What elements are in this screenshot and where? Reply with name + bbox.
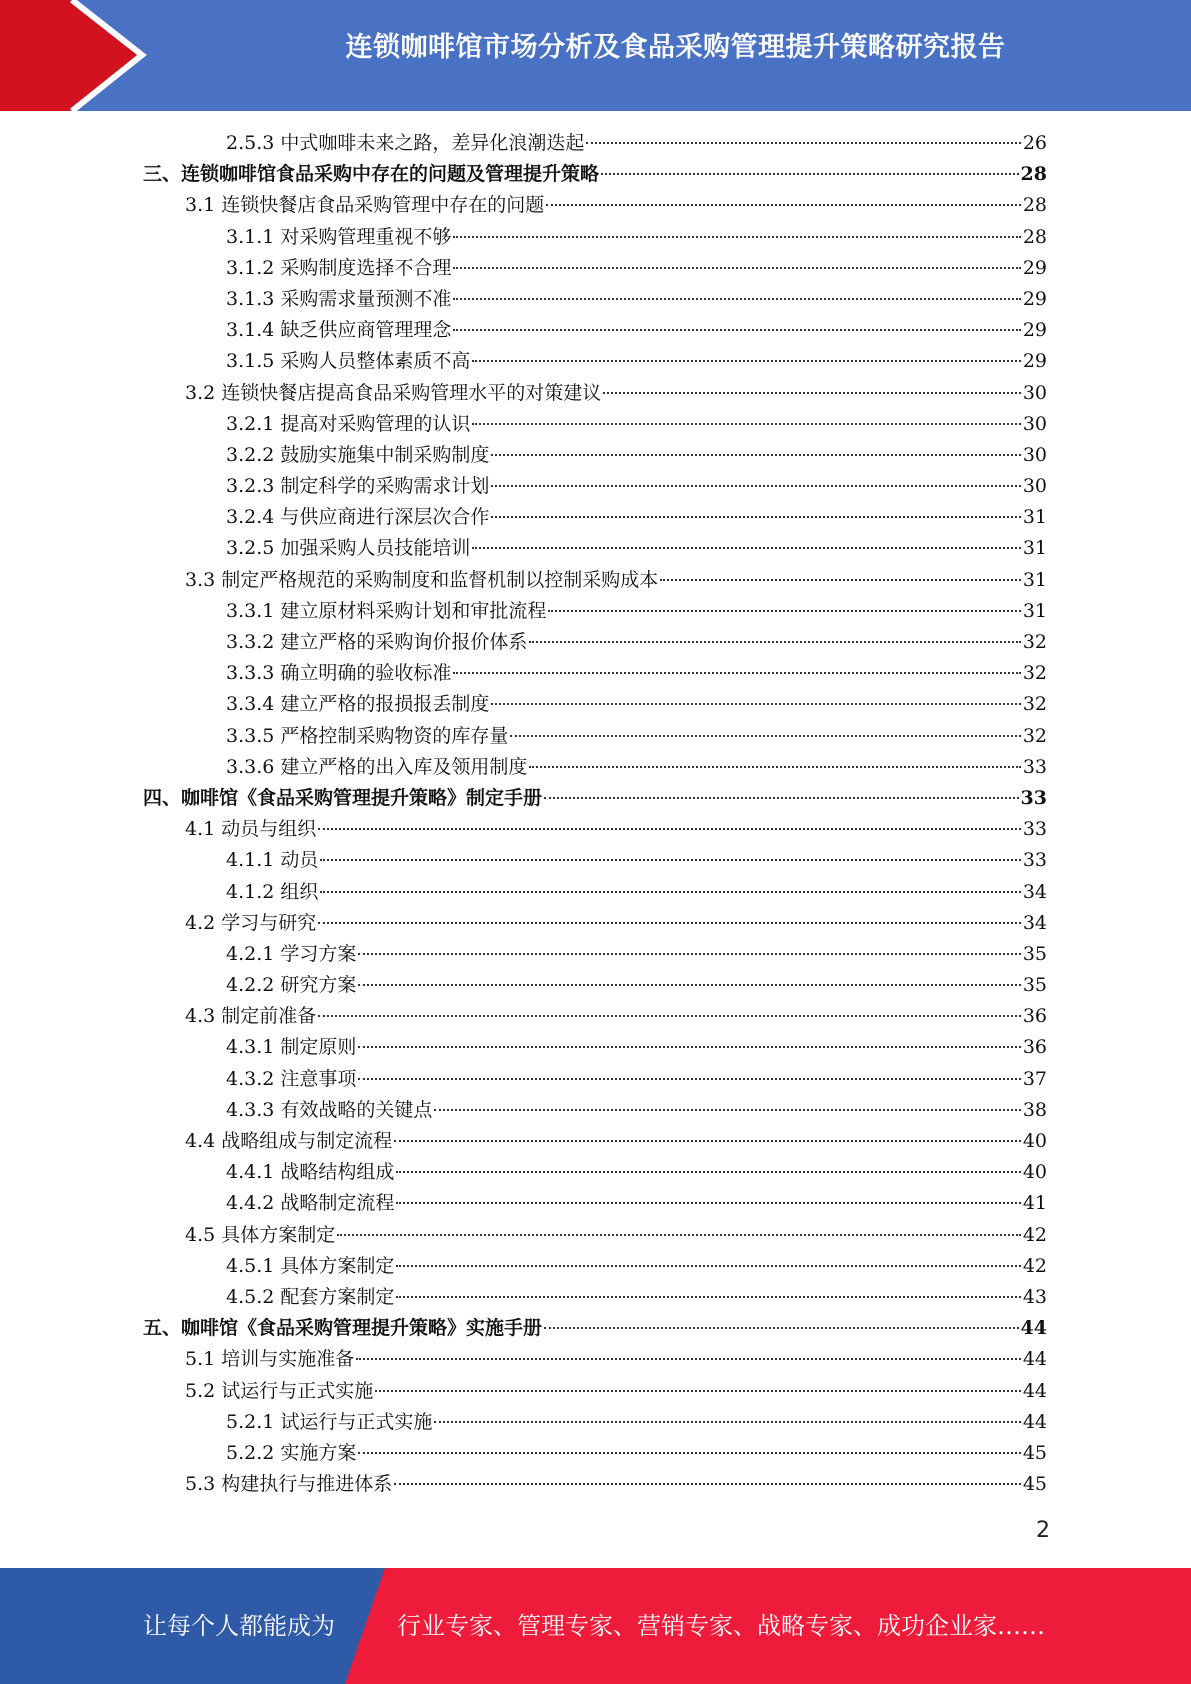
toc-entry-title: 5.2 试运行与正式实施 — [185, 1379, 374, 1402]
toc-dot-leader — [394, 1140, 1021, 1142]
toc-entry-title: 3.1 连锁快餐店食品采购管理中存在的问题 — [185, 194, 545, 217]
toc-entry[interactable] — [143, 721, 1047, 752]
toc-entry[interactable] — [143, 409, 1047, 440]
toc-entry[interactable] — [143, 1438, 1047, 1469]
toc-entry-page: 28 — [1020, 163, 1047, 186]
toc-entry[interactable] — [143, 190, 1047, 221]
toc-dot-leader — [491, 485, 1020, 487]
toc-entry[interactable] — [143, 440, 1047, 471]
toc-entry-title: 4.2.1 学习方案 — [226, 942, 357, 965]
toc-entry[interactable] — [143, 1095, 1047, 1126]
toc-dot-leader — [491, 703, 1020, 705]
toc-entry-page: 31 — [1022, 506, 1047, 529]
toc-entry-title: 3.2.3 制定科学的采购需求计划 — [226, 475, 490, 498]
footer-slogan-left: 让每个人都能成为 — [143, 1612, 335, 1640]
toc-entry-title: 3.3.6 建立严格的出入库及领用制度 — [226, 755, 528, 778]
toc-entry-title: 3.2.2 鼓励实施集中制采购制度 — [226, 443, 490, 466]
toc-entry-page: 33 — [1022, 755, 1047, 778]
toc-entry[interactable] — [143, 1282, 1047, 1313]
toc-entry-page: 31 — [1022, 537, 1047, 560]
toc-entry[interactable] — [143, 1376, 1047, 1407]
toc-entry-page: 43 — [1022, 1285, 1047, 1308]
toc-entry-title: 5.3 构建执行与推进体系 — [185, 1473, 393, 1496]
toc-entry-page: 37 — [1022, 1067, 1047, 1090]
toc-dot-leader — [318, 922, 1021, 924]
toc-entry-page: 35 — [1022, 974, 1047, 997]
toc-entry-title: 4.3.1 制定原则 — [226, 1036, 357, 1059]
toc-entry[interactable] — [143, 128, 1047, 159]
table-of-contents — [143, 128, 1047, 1500]
toc-entry-title: 4.2.2 研究方案 — [226, 974, 357, 997]
toc-dot-leader — [601, 173, 1019, 175]
toc-entry-title: 4.5.1 具体方案制定 — [226, 1254, 395, 1277]
toc-entry[interactable] — [143, 1064, 1047, 1095]
toc-entry-page: 29 — [1022, 256, 1047, 279]
toc-dot-leader — [358, 984, 1020, 986]
toc-dot-leader — [660, 579, 1021, 581]
toc-dot-leader — [472, 423, 1020, 425]
toc-entry-page: 32 — [1022, 662, 1047, 685]
toc-entry-page: 36 — [1022, 1005, 1047, 1028]
toc-entry[interactable] — [143, 1251, 1047, 1282]
toc-entry-title: 3.1.1 对采购管理重视不够 — [226, 225, 452, 248]
toc-entry[interactable] — [143, 565, 1047, 596]
toc-dot-leader — [320, 891, 1020, 893]
toc-entry-title: 3.3 制定严格规范的采购制度和监督机制以控制采购成本 — [185, 568, 659, 591]
toc-entry[interactable] — [143, 1157, 1047, 1188]
toc-entry-title: 五、咖啡馆《食品采购管理提升策略》实施手册 — [143, 1317, 543, 1340]
toc-entry[interactable] — [143, 222, 1047, 253]
toc-entry-title: 4.5.2 配套方案制定 — [226, 1285, 395, 1308]
toc-dot-leader — [453, 236, 1020, 238]
toc-entry-title: 4.1.1 动员 — [226, 849, 319, 872]
report-title: 连锁咖啡馆市场分析及食品采购管理提升策略研究报告 — [345, 32, 1006, 63]
toc-entry-page: 36 — [1022, 1036, 1047, 1059]
toc-entry[interactable] — [143, 346, 1047, 377]
toc-entry-page: 30 — [1022, 475, 1047, 498]
toc-dot-leader — [320, 859, 1020, 861]
toc-dot-leader — [453, 329, 1020, 331]
toc-entry-page: 41 — [1022, 1192, 1047, 1215]
toc-entry-title: 3.1.3 采购需求量预测不准 — [226, 287, 452, 310]
toc-entry[interactable] — [143, 939, 1047, 970]
toc-entry[interactable] — [143, 689, 1047, 720]
toc-entry-title: 4.5 具体方案制定 — [185, 1223, 336, 1246]
toc-dot-leader — [396, 1265, 1020, 1267]
toc-entry[interactable] — [143, 1001, 1047, 1032]
toc-entry-page: 44 — [1022, 1379, 1047, 1402]
toc-entry[interactable] — [143, 284, 1047, 315]
toc-entry[interactable] — [143, 877, 1047, 908]
toc-dot-leader — [453, 298, 1020, 300]
toc-entry[interactable] — [143, 1407, 1047, 1438]
toc-entry-page: 31 — [1022, 599, 1047, 622]
toc-entry-page: 44 — [1022, 1348, 1047, 1371]
toc-entry-title: 四、咖啡馆《食品采购管理提升策略》制定手册 — [143, 786, 543, 809]
toc-dot-leader — [318, 828, 1021, 830]
toc-entry-page: 33 — [1022, 818, 1047, 841]
toc-entry-title: 3.3.3 确立明确的验收标准 — [226, 662, 452, 685]
toc-entry-title: 3.1.5 采购人员整体素质不高 — [226, 350, 471, 373]
toc-dot-leader — [544, 797, 1019, 799]
toc-entry-title: 3.2.4 与供应商进行深层次合作 — [226, 506, 490, 529]
toc-dot-leader — [356, 1358, 1021, 1360]
toc-entry-title: 4.3.2 注意事项 — [226, 1067, 357, 1090]
toc-dot-leader — [491, 516, 1020, 518]
toc-entry-title: 4.1.2 组织 — [226, 880, 319, 903]
toc-entry[interactable] — [143, 596, 1047, 627]
toc-entry[interactable] — [143, 814, 1047, 845]
toc-entry-title: 3.3.2 建立严格的采购询价报价体系 — [226, 631, 528, 653]
toc-entry[interactable] — [143, 908, 1047, 939]
toc-entry-title: 5.2.2 实施方案 — [226, 1441, 357, 1464]
toc-entry[interactable] — [143, 1344, 1047, 1375]
toc-entry[interactable] — [143, 1188, 1047, 1219]
toc-entry[interactable] — [143, 1126, 1047, 1157]
toc-dot-leader — [472, 360, 1020, 362]
toc-entry-page: 30 — [1022, 443, 1047, 466]
toc-entry[interactable] — [143, 502, 1047, 533]
toc-dot-leader — [529, 641, 1020, 643]
toc-entry-page: 33 — [1022, 849, 1047, 872]
toc-entry-title: 5.2.1 试运行与正式实施 — [226, 1410, 433, 1433]
page-number: 2 — [1036, 1518, 1050, 1543]
toc-entry-title: 4.1 动员与组织 — [185, 818, 317, 841]
toc-entry-title: 2.5.3 中式咖啡未来之路，差异化浪潮迭起 — [226, 132, 585, 154]
toc-dot-leader — [603, 392, 1021, 394]
toc-entry[interactable] — [143, 315, 1047, 346]
toc-entry-page: 38 — [1022, 1098, 1047, 1121]
toc-entry-title: 3.2.5 加强采购人员技能培训 — [226, 537, 471, 560]
toc-entry-title: 4.4.2 战略制定流程 — [226, 1192, 395, 1215]
toc-entry-title: 3.1.4 缺乏供应商管理理念 — [226, 319, 452, 342]
toc-entry[interactable] — [143, 970, 1047, 1001]
toc-entry[interactable] — [143, 378, 1047, 409]
toc-entry-page: 26 — [1022, 132, 1047, 154]
toc-dot-leader — [586, 142, 1020, 144]
page-footer — [0, 1568, 1191, 1684]
toc-dot-leader — [358, 1078, 1020, 1080]
toc-entry[interactable] — [143, 159, 1047, 190]
toc-dot-leader — [358, 1046, 1020, 1048]
toc-dot-leader — [529, 766, 1020, 768]
toc-dot-leader — [453, 267, 1020, 269]
toc-entry-title: 4.3 制定前准备 — [185, 1005, 317, 1028]
toc-dot-leader — [396, 1171, 1020, 1173]
toc-entry-page: 42 — [1022, 1254, 1047, 1277]
toc-dot-leader — [544, 1327, 1019, 1329]
toc-entry[interactable] — [143, 533, 1047, 564]
toc-entry-page: 29 — [1022, 350, 1047, 373]
toc-entry[interactable] — [143, 471, 1047, 502]
toc-dot-leader — [491, 454, 1020, 456]
toc-entry-page: 40 — [1022, 1130, 1047, 1152]
toc-entry-page: 45 — [1022, 1441, 1047, 1464]
toc-entry-page: 34 — [1022, 911, 1047, 934]
toc-entry-page: 32 — [1022, 631, 1047, 653]
toc-entry[interactable] — [143, 783, 1047, 814]
toc-entry-title: 3.3.4 建立严格的报损报丢制度 — [226, 693, 490, 716]
toc-entry-page: 28 — [1022, 194, 1047, 217]
toc-entry-page: 32 — [1022, 724, 1047, 747]
toc-entry[interactable] — [143, 1032, 1047, 1063]
toc-dot-leader — [546, 204, 1021, 206]
toc-dot-leader — [453, 672, 1020, 674]
toc-entry-page: 32 — [1022, 693, 1047, 716]
toc-entry[interactable] — [143, 752, 1047, 783]
toc-entry-page: 29 — [1022, 287, 1047, 310]
toc-dot-leader — [337, 1234, 1021, 1236]
toc-entry[interactable] — [143, 1313, 1047, 1344]
toc-entry-title: 4.4 战略组成与制定流程 — [185, 1130, 393, 1152]
footer-slogan-right: 行业专家、管理专家、营销专家、战略专家、成功企业家…… — [397, 1612, 1045, 1640]
toc-dot-leader — [358, 1452, 1020, 1454]
toc-entry[interactable] — [143, 253, 1047, 284]
toc-entry-page: 33 — [1020, 786, 1047, 809]
toc-dot-leader — [396, 1202, 1020, 1204]
toc-dot-leader — [472, 547, 1020, 549]
toc-dot-leader — [548, 610, 1020, 612]
toc-entry-page: 45 — [1022, 1473, 1047, 1496]
toc-entry-page: 29 — [1022, 319, 1047, 342]
toc-entry-title: 3.3.5 严格控制采购物资的库存量 — [226, 724, 509, 747]
toc-entry-page: 35 — [1022, 942, 1047, 965]
page-header — [0, 0, 1191, 111]
toc-entry-page: 31 — [1022, 568, 1047, 591]
toc-entry[interactable] — [143, 627, 1047, 658]
toc-entry-title: 3.3.1 建立原材料采购计划和审批流程 — [226, 599, 547, 622]
toc-entry-title: 5.1 培训与实施准备 — [185, 1348, 355, 1371]
toc-entry-title: 3.2.1 提高对采购管理的认识 — [226, 412, 471, 435]
toc-entry-title: 3.2 连锁快餐店提高食品采购管理水平的对策建议 — [185, 381, 602, 404]
toc-dot-leader — [510, 735, 1020, 737]
toc-entry-page: 42 — [1022, 1223, 1047, 1246]
toc-entry-title: 三、连锁咖啡馆食品采购中存在的问题及管理提升策略 — [143, 163, 600, 186]
toc-entry-page: 28 — [1022, 225, 1047, 248]
toc-entry[interactable] — [143, 1469, 1047, 1500]
toc-entry-page: 44 — [1020, 1317, 1047, 1340]
toc-dot-leader — [434, 1109, 1020, 1111]
toc-dot-leader — [375, 1390, 1021, 1392]
toc-entry-page: 30 — [1022, 381, 1047, 404]
toc-dot-leader — [358, 953, 1020, 955]
toc-entry-title: 4.2 学习与研究 — [185, 911, 317, 934]
toc-entry[interactable] — [143, 1220, 1047, 1251]
toc-dot-leader — [434, 1421, 1020, 1423]
toc-dot-leader — [396, 1296, 1020, 1298]
toc-entry-title: 3.1.2 采购制度选择不合理 — [226, 256, 452, 279]
toc-entry-page: 30 — [1022, 412, 1047, 435]
toc-dot-leader — [394, 1483, 1021, 1485]
toc-dot-leader — [318, 1015, 1021, 1017]
toc-entry[interactable] — [143, 658, 1047, 689]
toc-entry[interactable] — [143, 845, 1047, 876]
toc-entry-title: 4.4.1 战略结构组成 — [226, 1161, 395, 1184]
toc-entry-title: 4.3.3 有效战略的关键点 — [226, 1098, 433, 1121]
toc-entry-page: 40 — [1022, 1161, 1047, 1184]
toc-entry-page: 44 — [1022, 1410, 1047, 1433]
toc-entry-page: 34 — [1022, 880, 1047, 903]
